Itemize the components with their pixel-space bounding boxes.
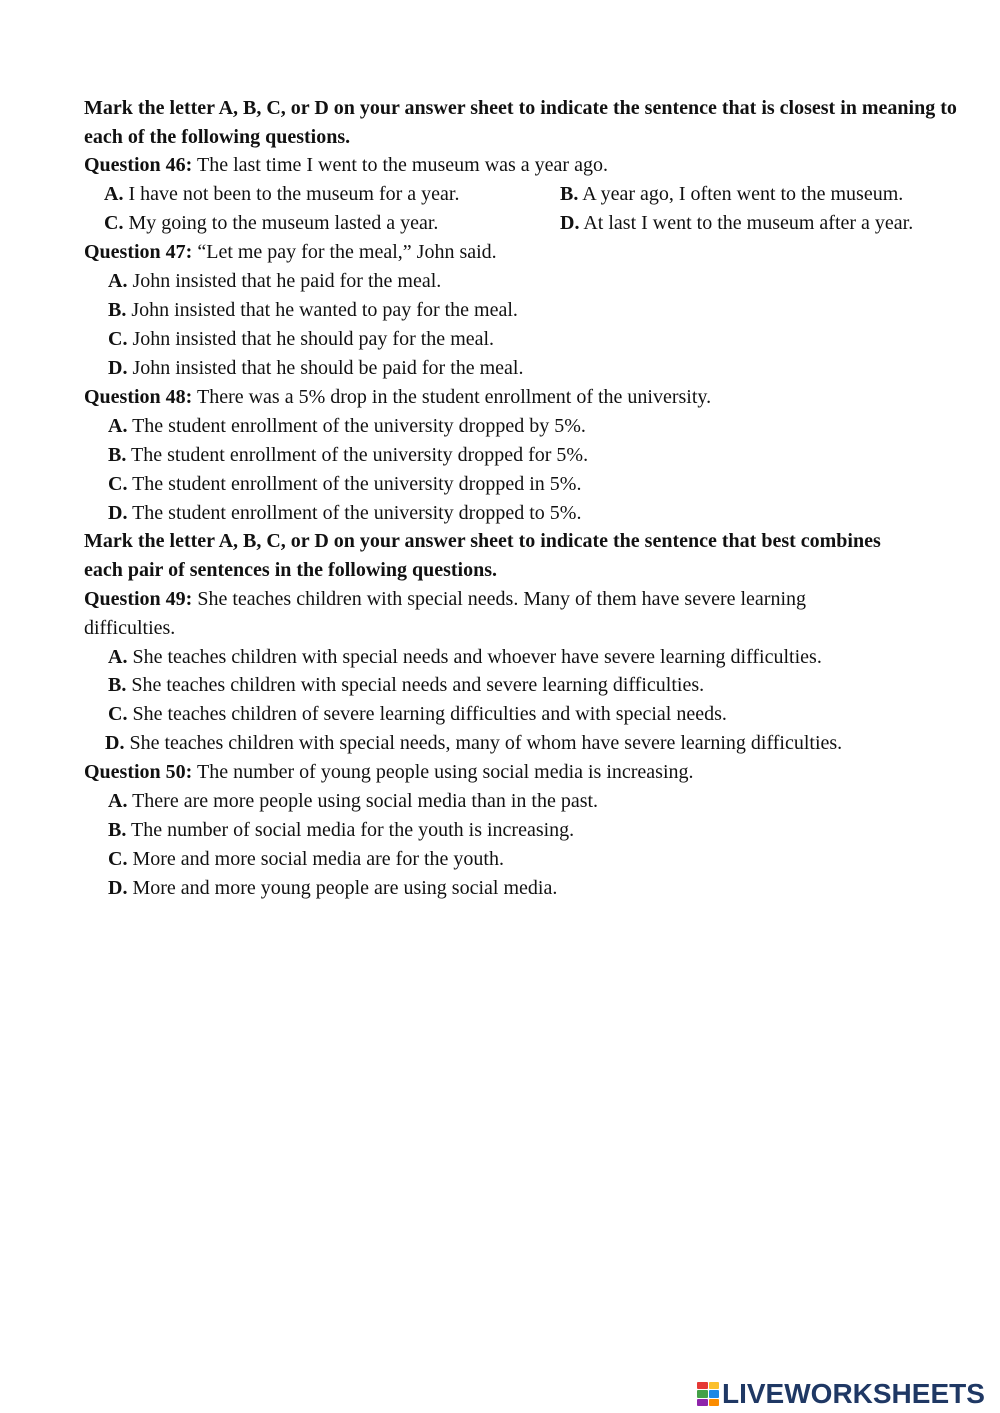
option-a[interactable]: A. John insisted that he paid for the meal.: [108, 270, 442, 292]
option-b[interactable]: B. The number of social media for the youth is increasing.: [108, 819, 575, 841]
option-c[interactable]: C. More and more social media are for the youth.: [108, 848, 504, 870]
option-c[interactable]: C. John insisted that he should pay for the meal.: [108, 328, 495, 350]
option-d[interactable]: D. At last I went to the museum after a year.: [560, 212, 914, 234]
option-c[interactable]: C. She teaches children of severe learning difficulties and with special needs.: [108, 703, 727, 725]
option-b[interactable]: B. The student enrollment of the university dropped for 5%.: [108, 444, 589, 466]
question-label: Question 50:: [84, 761, 193, 783]
option-b[interactable]: B. John insisted that he wanted to pay for the meal.: [108, 299, 518, 321]
question-text: There was a 5% drop in the student enrollment of the university.: [192, 386, 712, 408]
option-d[interactable]: D. More and more young people are using social media.: [108, 877, 558, 899]
option-d[interactable]: D. John insisted that he should be paid for the meal.: [108, 357, 524, 379]
section-instruction-closest-meaning: Mark the letter A, B, C, or D on your answer sheet to indicate the sentence that is closest in meaning to each of the following questions.: [84, 97, 957, 148]
question-label: Question 48:: [84, 386, 193, 408]
option-d[interactable]: D. She teaches children with special needs, many of whom have severe learning difficulties.: [105, 732, 843, 754]
question-label: Question 49:: [84, 588, 193, 610]
option-a[interactable]: A. I have not been to the museum for a year.: [104, 183, 460, 205]
liveworksheets-logo[interactable]: [697, 1378, 985, 1410]
question-text: “Let me pay for the meal,” John said.: [192, 241, 497, 263]
option-c[interactable]: C. My going to the museum lasted a year.: [104, 212, 439, 234]
question-text: The last time I went to the museum was a year ago.: [192, 154, 608, 176]
brand-name: LIVEWORKSHEETS: [722, 1378, 985, 1409]
question-label: Question 46:: [84, 154, 193, 176]
option-c[interactable]: C. The student enrollment of the university dropped in 5%.: [108, 473, 582, 495]
option-a[interactable]: A. There are more people using social media than in the past.: [108, 790, 599, 812]
option-a[interactable]: A. The student enrollment of the university dropped by 5%.: [108, 415, 586, 437]
question-48: [84, 383, 711, 412]
section-instruction-combine-sentences: Mark the letter A, B, C, or D on your answer sheet to indicate the sentence that best combines each pair of sentences in the following questions.: [84, 530, 881, 581]
option-d[interactable]: D. The student enrollment of the university dropped to 5%.: [108, 502, 582, 524]
liveworksheets-logo-icon: [697, 1382, 719, 1406]
question-text: The number of young people using social media is increasing.: [192, 761, 694, 783]
question-47: [84, 238, 497, 267]
option-a[interactable]: A. She teaches children with special needs and whoever have severe learning difficulties.: [108, 646, 822, 668]
question-label: Question 47:: [84, 241, 193, 263]
question-50: [84, 758, 694, 787]
question-46: [84, 151, 608, 180]
option-b[interactable]: B. She teaches children with special needs and severe learning difficulties.: [108, 674, 705, 696]
option-b[interactable]: B. A year ago, I often went to the museum.: [560, 183, 904, 205]
question-text: She teaches children with special needs. Many of them have severe learning difficulties.: [84, 588, 807, 639]
question-49: [84, 585, 884, 643]
